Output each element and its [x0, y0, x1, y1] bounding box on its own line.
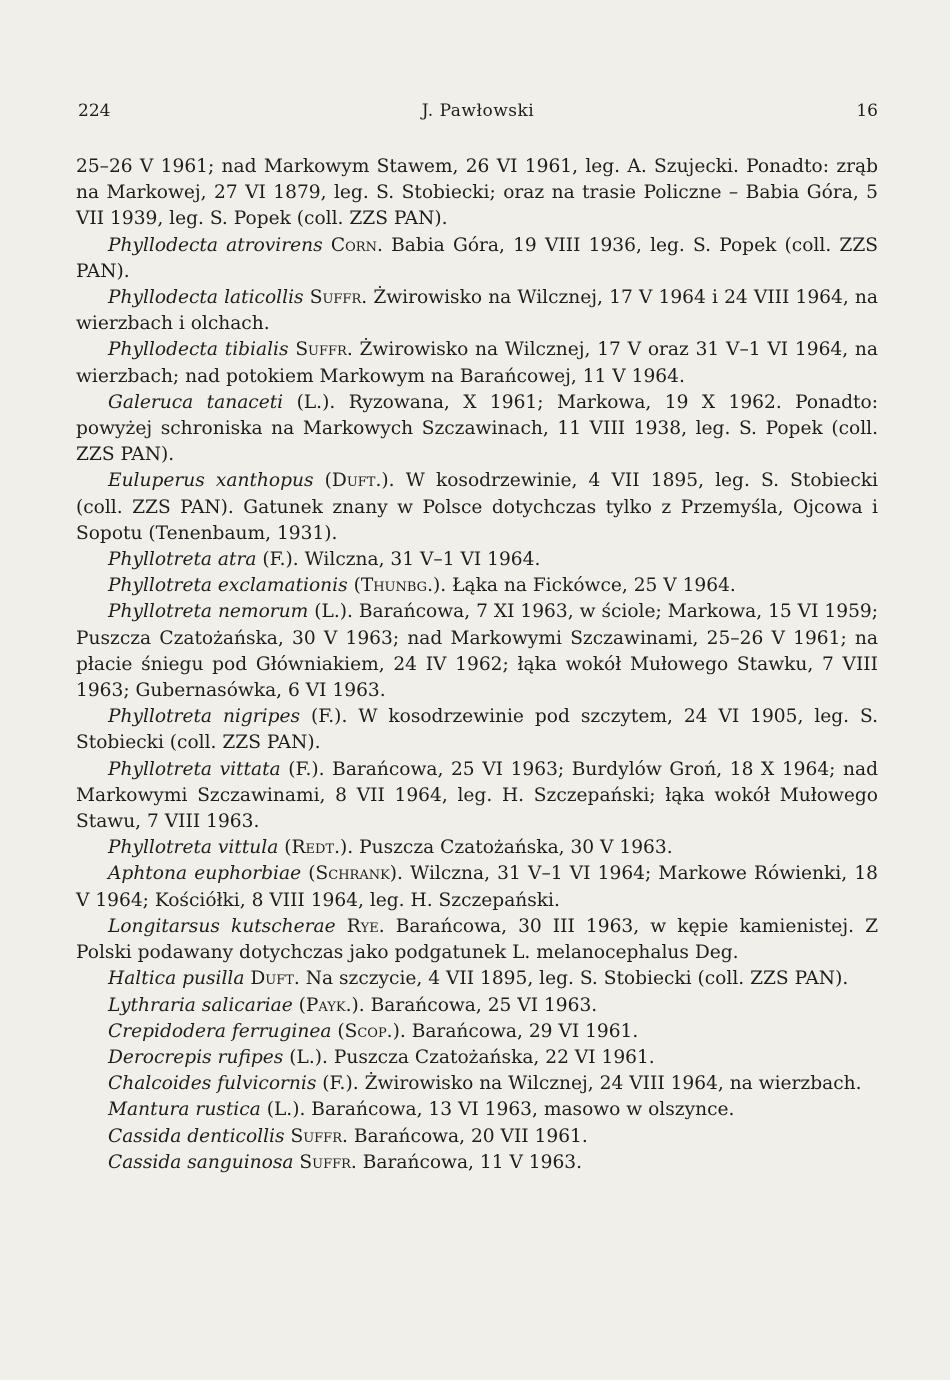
species-entry — [76, 573, 878, 599]
species-entry — [76, 993, 878, 1019]
species-name: Chalcoides fulvicornis — [108, 1073, 317, 1095]
entry-text: Barańcowa, 7 XI 1963, w ściole; Markowa, 15 VI 1959; Puszcza Czatożańska, 30 V 1963; nad Markowymi Szczawinami, 25–26 V 1961; na płacie śniegu pod Główniakiem, 24 IV 1962; łąka wokół Mułowego Stawku, 7 VIII 1963; Gubernasówka, 6 VI 1963. — [76, 601, 878, 702]
species-name: Euluperus xanthopus — [108, 470, 314, 492]
species-entry — [76, 1124, 878, 1150]
species-author: (F.). — [322, 1073, 359, 1095]
species-entry — [76, 1097, 878, 1123]
species-author: (L.). — [296, 391, 336, 413]
species-name: Phyllotreta atra — [108, 549, 257, 571]
species-author: Suffr. — [299, 1151, 357, 1173]
species-entry — [76, 337, 878, 389]
species-author: (Scop.). — [337, 1020, 406, 1042]
entry-text: Barańcowa, 25 VI 1963. — [370, 994, 598, 1016]
entry-text: Żwirowisko na Wilcznej, 17 V oraz 31 V–1 VI 1964, na wierzbach; nad potokiem Markowym na Barańcowej, 11 V 1964. — [76, 339, 878, 387]
entry-text: Barańcowa, 13 VI 1963, masowo w olszynce. — [311, 1099, 735, 1121]
species-entry — [76, 757, 878, 836]
entry-text: Puszcza Czatożańska, 22 VI 1961. — [333, 1046, 655, 1068]
species-author: Suffr. — [295, 339, 353, 361]
species-name: Galeruca tanaceti — [108, 391, 284, 413]
entry-text: Żwirowisko na Wilcznej, 17 V 1964 i 24 VIII 1964, na wierzbach i olchach. — [76, 287, 878, 335]
species-entry — [76, 285, 878, 337]
species-author: (F.). — [311, 706, 348, 728]
species-author: Suffr. — [309, 287, 368, 309]
species-author: Duft. — [250, 968, 300, 990]
entry-text: 25–26 V 1961; nad Markowym Stawem, 26 VI 1961, leg. A. Szujecki. Ponadto: zrąb na Markowej, 27 VI 1879, leg. S. Stobiecki; oraz na trasie Policzne – Babia Góra, 5 VII 1939, leg. S. Popek (coll. ZZS PAN). — [76, 156, 878, 230]
species-entry — [76, 390, 878, 469]
species-author: (F.). — [262, 549, 299, 571]
species-name: Aphtona euphorbiae — [108, 863, 302, 885]
species-entry — [76, 468, 878, 547]
species-name: Phyllotreta nigripes — [108, 706, 301, 728]
species-entry — [76, 547, 878, 573]
species-author: (Payk.). — [298, 994, 365, 1016]
entry-text: W kosodrzewinie, 4 VII 1895, leg. S. Stobiecki (coll. ZZS PAN). Gatunek znany w Polsce dotychczas tylko z Przemyśla, Ojcowa i Sopotu (Tenenbaum, 1931). — [76, 470, 878, 544]
section-number: 16 — [856, 101, 878, 121]
species-entry — [76, 914, 878, 966]
entry-text: Puszcza Czatożańska, 30 V 1963. — [359, 837, 673, 859]
species-entry — [76, 599, 878, 704]
species-author: (L.). — [266, 1099, 306, 1121]
species-name: Mantura rustica — [108, 1099, 261, 1121]
species-author: (Redt.). — [284, 837, 354, 859]
entry-text: Ryzowana, X 1961; Markowa, 19 X 1962. Ponadto: powyżej schroniska na Markowych Szczawinach, 11 VIII 1938, leg. S. Popek (coll. ZZS PAN). — [76, 391, 878, 466]
species-author: Rye. — [346, 915, 385, 937]
entry-text: Łąka na Fickówce, 25 V 1964. — [452, 575, 736, 597]
species-name: Phyllodecta atrovirens — [108, 234, 323, 256]
entry-text: Wilczna, 31 V–1 VI 1964; Markowe Rówienki, 18 V 1964; Kościółki, 8 VIII 1964, leg. H. Szczepański. — [76, 863, 878, 911]
entry-continuation — [76, 154, 878, 233]
species-author: Suffr. — [290, 1125, 348, 1147]
species-author: (L.). — [289, 1046, 328, 1068]
entry-text: Barańcowa, 30 III 1963, w kępie kamienistej. Z Polski podawany dotychczas jako podgatunek L. melanocephalus Deg. — [76, 915, 878, 964]
species-entry — [76, 233, 878, 285]
species-author: (Thunbg.). — [353, 575, 447, 597]
species-author: (L.). — [314, 601, 353, 623]
species-entry — [76, 966, 878, 992]
running-header — [78, 101, 878, 129]
entry-text: W kosodrzewinie pod szczytem, 24 VI 1905, leg. S. Stobiecki (coll. ZZS PAN). — [76, 706, 879, 754]
species-entry — [76, 704, 878, 756]
species-name: Phyllotreta vittata — [108, 758, 281, 780]
species-entry — [76, 835, 878, 861]
species-name: Cassida sanguinosa — [108, 1151, 294, 1173]
species-entry — [76, 1045, 878, 1071]
species-name: Longitarsus kutscherae — [108, 915, 336, 937]
species-entry — [76, 861, 878, 913]
species-name: Haltica pusilla — [108, 968, 245, 990]
species-name: Phyllodecta tibialis — [108, 339, 289, 361]
species-author: (F.). — [288, 758, 325, 780]
species-name: Derocrepis rufipes — [108, 1046, 284, 1068]
species-name: Lythraria salicariae — [108, 994, 293, 1016]
species-author: (Duft.). — [324, 470, 395, 492]
species-entry — [76, 1150, 878, 1176]
species-name: Phyllodecta laticollis — [108, 287, 304, 309]
entry-text: Barańcowa, 25 VI 1963; Burdylów Groń, 18 X 1964; nad Markowymi Szczawinami, 8 VII 1964, leg. H. Szczepański; łąka wokół Mułowego Stawu, 7 VIII 1963. — [76, 758, 878, 833]
entry-text: Barańcowa, 29 VI 1961. — [411, 1020, 639, 1042]
species-name: Phyllotreta nemorum — [108, 601, 309, 623]
running-title: J. Pawłowski — [421, 101, 535, 121]
species-author: (Schrank). — [308, 863, 403, 885]
entry-text: Żwirowisko na Wilcznej, 24 VIII 1964, na wierzbach. — [364, 1073, 862, 1095]
entry-text: Barańcowa, 20 VII 1961. — [353, 1125, 588, 1147]
species-name: Crepidodera ferruginea — [108, 1020, 332, 1042]
species-name: Phyllotreta vittula — [108, 837, 279, 859]
entry-text: Babia Góra, 19 VIII 1936, leg. S. Popek (coll. ZZS PAN). — [76, 234, 879, 282]
entry-text: Na szczycie, 4 VII 1895, leg. S. Stobiecki (coll. ZZS PAN). — [305, 968, 849, 990]
species-entry — [76, 1019, 878, 1045]
entry-text: Wilczna, 31 V–1 VI 1964. — [304, 549, 541, 571]
entry-text: Barańcowa, 11 V 1963. — [362, 1151, 583, 1173]
body-text — [76, 154, 878, 1176]
species-author: Corn. — [330, 234, 383, 256]
species-entry — [76, 1071, 878, 1097]
page-number: 224 — [78, 101, 111, 121]
species-name: Phyllotreta exclamationis — [108, 575, 348, 597]
species-name: Cassida denticollis — [108, 1125, 285, 1147]
